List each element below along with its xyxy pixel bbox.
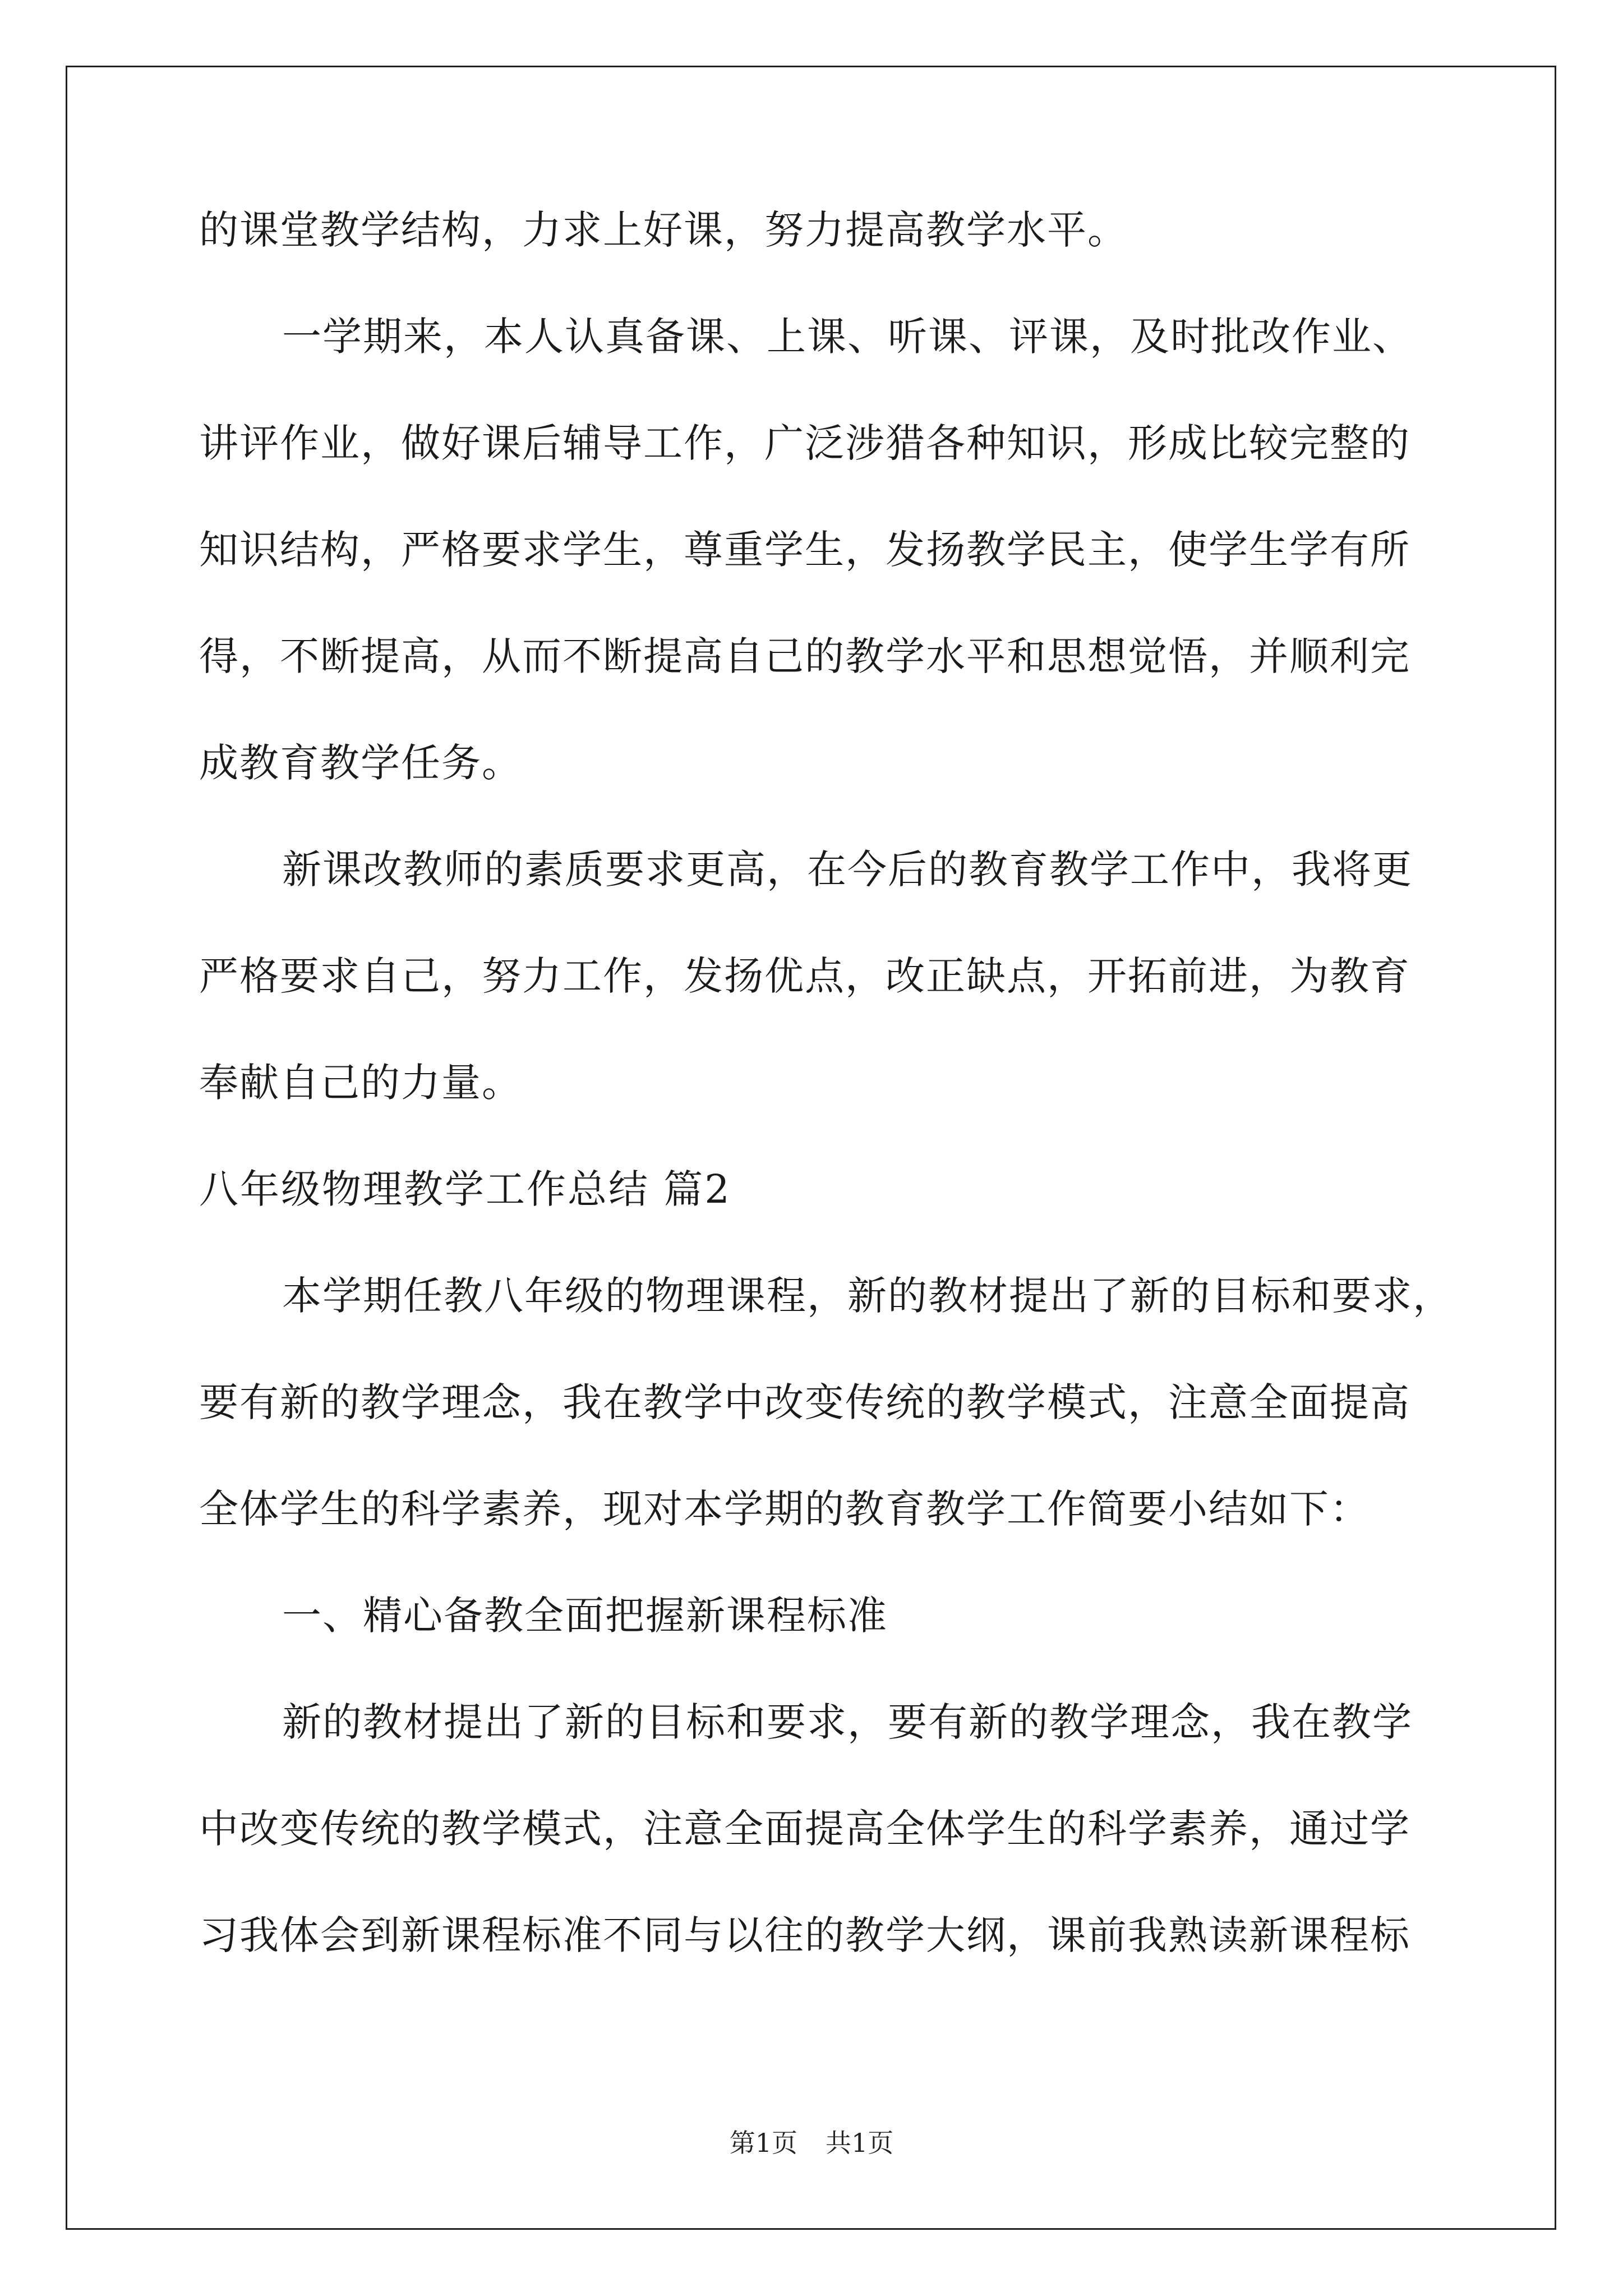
paragraph-start-line: 本学期任教八年级的物理课程，新的教材提出了新的目标和要求， <box>282 1273 1453 1319</box>
text-line: 奉献自己的力量。 <box>199 1060 522 1106</box>
text-line: 严格要求自己，努力工作，发扬优点，改正缺点，开拓前进，为教育 <box>199 953 1410 999</box>
text-line: 的课堂教学结构，力求上好课，努力提高教学水平。 <box>199 207 1128 253</box>
page-footer <box>0 2129 1623 2157</box>
text-line: 习我体会到新课程标准不同与以往的教学大纲，课前我熟读新课程标 <box>199 1912 1410 1958</box>
page-number: 第1页 <box>729 2128 797 2158</box>
paragraph-start-line: 新课改教师的素质要求更高，在今后的教育教学工作中，我将更 <box>282 846 1413 892</box>
section-heading: 八年级物理教学工作总结 篇2 <box>199 1166 731 1212</box>
text-line: 讲评作业，做好课后辅导工作，广泛涉猎各种知识，形成比较完整的 <box>199 420 1410 466</box>
paragraph-start-line: 一学期来，本人认真备课、上课、听课、评课，及时批改作业、 <box>282 314 1413 360</box>
text-line: 要有新的教学理念，我在教学中改变传统的教学模式，注意全面提高 <box>199 1379 1410 1425</box>
text-line: 得，不断提高，从而不断提高自己的教学水平和思想觉悟，并顺利完 <box>199 633 1410 679</box>
page-count: 共1页 <box>826 2128 894 2158</box>
text-line: 中改变传统的教学模式，注意全面提高全体学生的科学素养，通过学 <box>199 1806 1410 1852</box>
document-body <box>199 207 1453 2022</box>
text-line: 全体学生的科学素养，现对本学期的教育教学工作简要小结如下： <box>199 1486 1370 1532</box>
paragraph-start-line: 新的教材提出了新的目标和要求，要有新的教学理念，我在教学 <box>282 1699 1413 1745</box>
text-line: 成教育教学任务。 <box>199 740 522 786</box>
text-line: 知识结构，严格要求学生，尊重学生，发扬教学民主，使学生学有所 <box>199 527 1410 573</box>
subsection-heading: 一、精心备教全面把握新课程标准 <box>282 1593 888 1639</box>
